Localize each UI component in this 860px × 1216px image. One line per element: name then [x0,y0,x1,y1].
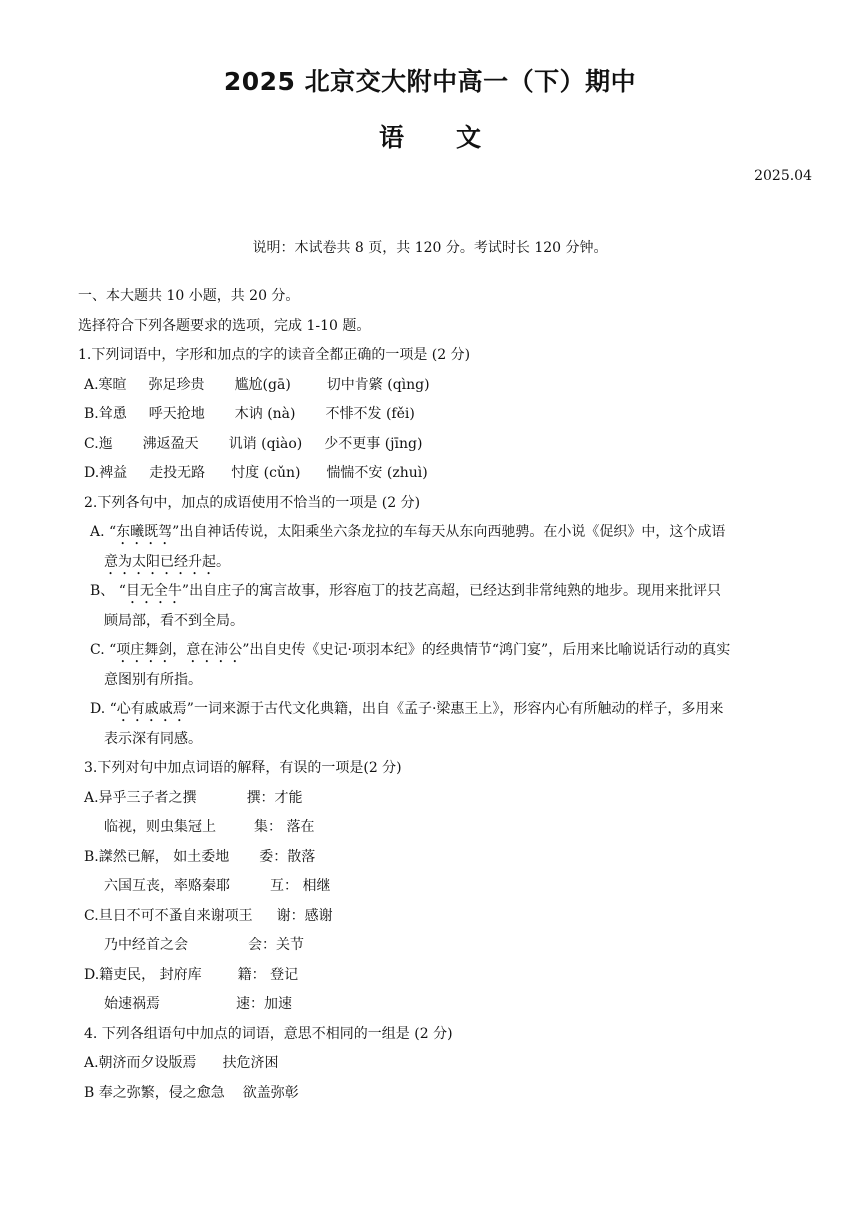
q4-b-sentence: B 奉之弥繁，侵之愈急 [84,1084,225,1101]
q4-b-phrase: 欲盖弥彰 [242,1084,299,1101]
exam-title: 2025 北京交大附中高一（下）期中 [223,67,637,96]
q4-stem: 4. 下列各组语句中加点的词语，意思不相同的一组是 (2 分) [84,1025,453,1042]
q3-b1-sentence: B.謋然已解， 如土委地 [84,848,230,865]
q3-d2-sentence: 始速祸焉 [104,996,160,1012]
q2-a-idiom: 东曦既驾 [116,524,173,540]
q2-a-end: 。 [216,553,230,570]
q2-b-prefix: B、 “ [90,583,126,599]
q4-a-phrase: 扶危济困 [222,1055,279,1071]
q3-b2-sentence: 六国互丧，率赂秦耶 [104,878,230,894]
q3-a2-sentence: 临视，则虫集冠上 [104,819,216,835]
q3-stem: 3.下列对句中加点词语的解释，有误的一项是(2 分) [84,760,402,776]
q3-b1-gloss: 委：散落 [259,848,316,865]
q1-a-w3: 尴尬(gā) [234,376,291,393]
q2-option-b [78,577,788,636]
q2-c-text: ”出自史传《史记·项羽本纪》的经典情节“鸿门宴”，后用来比喻说话行动的真实 [242,642,731,658]
q2-d-text: ”一词来源于古代文化典籍，出自《孟子·梁惠王上》，形容内心有所触动的样子，多用来 [186,701,724,717]
q4-option-a [78,1049,788,1079]
q1-c-w3: 讥诮 (qiào) [228,435,303,452]
q3-a1-sentence: A.异乎三子者之撰 [84,789,197,806]
q3-c1-gloss: 谢：感谢 [276,907,333,924]
q2-stem: 2.下列各句中，加点的成语使用不恰当的一项是 (2 分) [84,494,421,511]
q3-a2-gloss: 集： 落在 [254,819,315,835]
q2-a-prefix: A. “ [90,524,117,540]
q1-b-w1: B.耸恿 [84,406,127,422]
section-instruction: 选择符合下列各题要求的选项，完成 1-10 题。 [78,317,371,334]
exam-body [78,282,788,1108]
q3-option-b-line1 [78,843,788,873]
section-heading: 一、本大题共 10 小题，共 20 分。 [78,288,300,304]
q3-option-b-line2 [78,872,788,902]
q2-c-idiom: 项庄舞剑，意在沛公 [116,642,243,658]
q3-c2-sentence: 乃中经首之会 [104,937,188,953]
q3-d1-sentence: D.籍吏民， 封府库 [84,966,202,983]
q1-a-w4: 切中肯綮 (qìng) [326,376,430,393]
q2-option-a [78,518,788,577]
q3-option-d-line2 [78,990,788,1020]
q3-option-a-line1 [78,784,788,814]
q1-option-d [78,459,788,489]
q3-a1-gloss: 撰：才能 [246,789,303,806]
q2-a-dotted: 意为太阳已经升起 [104,553,216,570]
q1-a-w1: A.寒暄 [84,376,127,393]
q4-a-sentence: A.朝济而夕设版焉 [84,1055,197,1071]
q2-d-continuation: 表示深有同感。 [104,730,202,747]
q2-b-idiom: 目无全牛 [125,583,182,599]
q3-d2-gloss: 速：加速 [236,996,292,1012]
q3-option-a-line2 [78,813,788,843]
q3-option-c-line2 [78,931,788,961]
q1-option-b [78,400,788,430]
q1-c-w4: 少不更事 (jīng) [324,435,423,452]
q1-stem: 1.下列词语中，字形和加点的字的读音全都正确的一项是 (2 分) [78,347,471,363]
q2-c-continuation: 意图别有所指。 [104,671,202,688]
exam-date: 2025.04 [754,168,812,184]
q3-b2-gloss: 互： 相继 [270,878,331,894]
q1-option-c [78,430,788,460]
q1-c-w2: 沸返盈天 [142,435,199,452]
q3-option-c-line1 [78,902,788,932]
subject-title: 语文 [378,123,533,152]
q1-a-w2: 弥足珍贵 [148,376,205,393]
q4-option-b [78,1079,788,1109]
q3-c1-sentence: C.旦日不可不蚤自来谢项王 [84,907,253,924]
q2-b-text: ”出自庄子的寓言故事，形容庖丁的技艺高超，已经达到非常纯熟的地步。现用来批评只 [181,583,722,599]
q1-b-w3: 木讷 (nà) [234,406,296,422]
q1-b-w2: 呼天抢地 [148,406,205,422]
q3-c2-gloss: 会：关节 [248,937,304,953]
q2-d-idiom: 心有戚戚焉 [116,701,187,717]
exam-note: 说明：木试卷共 8 页，共 120 分。考试时长 120 分钟。 [252,240,608,256]
q3-option-d-line1 [78,961,788,991]
q1-d-w3: 忖度 (cǔn) [231,465,301,481]
q1-d-w4: 惴惴不安 (zhuì) [326,465,428,481]
q2-option-c [78,636,788,695]
q1-c-w1: C.迤 [84,435,113,452]
q3-d1-gloss: 籍： 登记 [237,966,299,983]
q1-option-a [78,371,788,401]
q2-b-continuation: 顾局部，看不到全局。 [104,612,244,629]
q1-d-w2: 走投无路 [149,465,206,481]
q2-d-prefix: D. “ [90,701,117,717]
q1-d-w1: D.裨益 [84,465,128,481]
q2-c-prefix: C. “ [90,642,117,658]
q2-option-d [78,695,788,754]
q1-b-w4: 不悱不发 (fěi) [325,406,415,422]
q2-a-text: ”出自神话传说，太阳乘坐六条龙拉的车每天从东向西驰骋。在小说《促织》中，这个成语 [172,524,726,540]
